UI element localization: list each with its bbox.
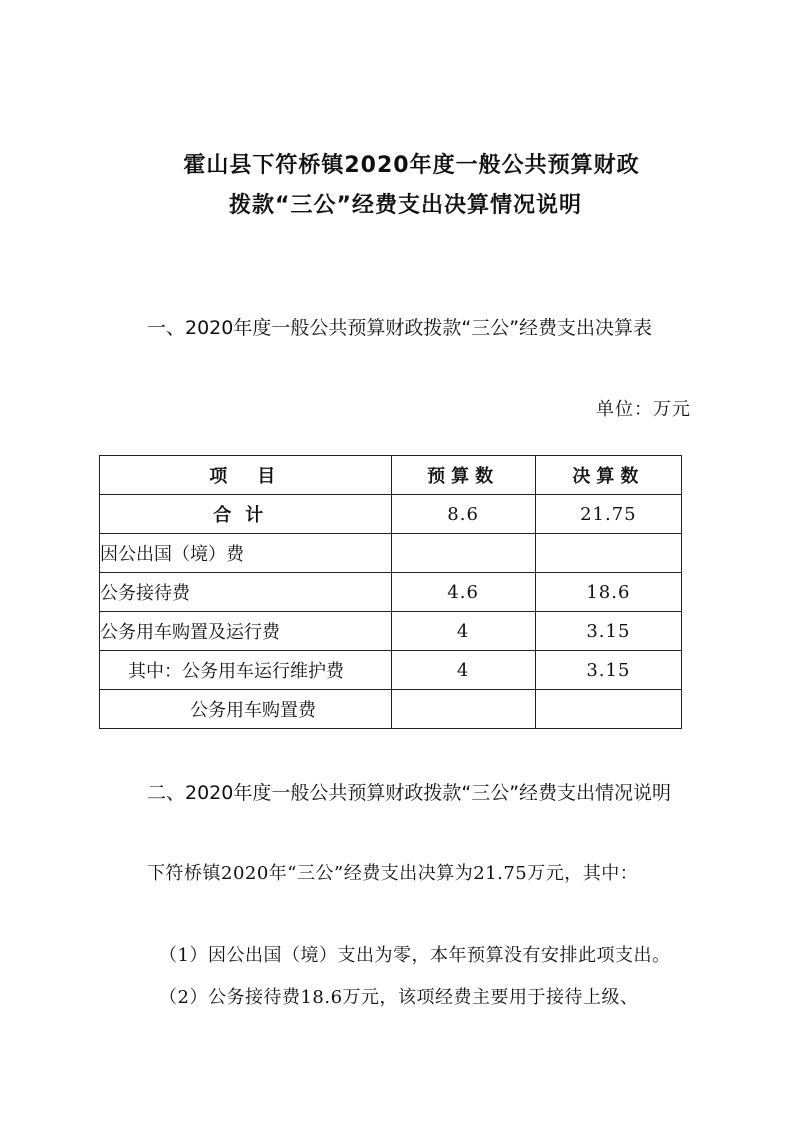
row-item: 其中：公务用车运行维护费 [100, 651, 392, 690]
row-budget: 4 [391, 612, 535, 651]
row-actual [535, 534, 681, 573]
header-item: 项 目 [100, 456, 392, 495]
row-item: 公务用车购置费 [100, 690, 392, 729]
row-budget [391, 690, 535, 729]
three-public-expenses-table [99, 455, 682, 729]
table-row [100, 612, 682, 651]
row-actual: 21.75 [535, 495, 681, 534]
table-row [100, 573, 682, 612]
header-actual: 决算数 [535, 456, 681, 495]
document-title-line-2: 拨款“三公”经费支出决算情况说明 [229, 193, 582, 218]
section-1-heading: 一、2020年度一般公共预算财政拨款“三公”经费支出决算表 [147, 317, 653, 339]
row-budget: 4.6 [391, 573, 535, 612]
row-budget: 4 [391, 651, 535, 690]
header-budget: 预算数 [391, 456, 535, 495]
row-item: 公务接待费 [100, 573, 392, 612]
paragraph-summary: 下符桥镇2020年“三公”经费支出决算为21.75万元，其中： [147, 863, 639, 884]
table-row [100, 495, 682, 534]
row-item: 公务用车购置及运行费 [100, 612, 392, 651]
table-header-row [100, 456, 682, 495]
table-row [100, 690, 682, 729]
row-budget: 8.6 [391, 495, 535, 534]
row-actual: 3.15 [535, 651, 681, 690]
table-row [100, 534, 682, 573]
row-budget [391, 534, 535, 573]
paragraph-overseas: （1）因公出国（境）支出为零，本年预算没有安排此项支出。 [159, 945, 671, 966]
table-row [100, 651, 682, 690]
row-item-total: 合计 [100, 495, 392, 534]
paragraph-reception: （2）公务接待费18.6万元，该项经费主要用于接待上级、 [159, 987, 639, 1008]
document-title-line-1: 霍山县下符桥镇2020年度一般公共预算财政 [183, 153, 640, 178]
row-actual: 18.6 [535, 573, 681, 612]
unit-label: 单位：万元 [596, 399, 691, 420]
section-2-heading: 二、2020年度一般公共预算财政拨款“三公”经费支出情况说明 [147, 782, 672, 804]
row-item: 因公出国（境）费 [100, 534, 392, 573]
row-actual [535, 690, 681, 729]
row-actual: 3.15 [535, 612, 681, 651]
